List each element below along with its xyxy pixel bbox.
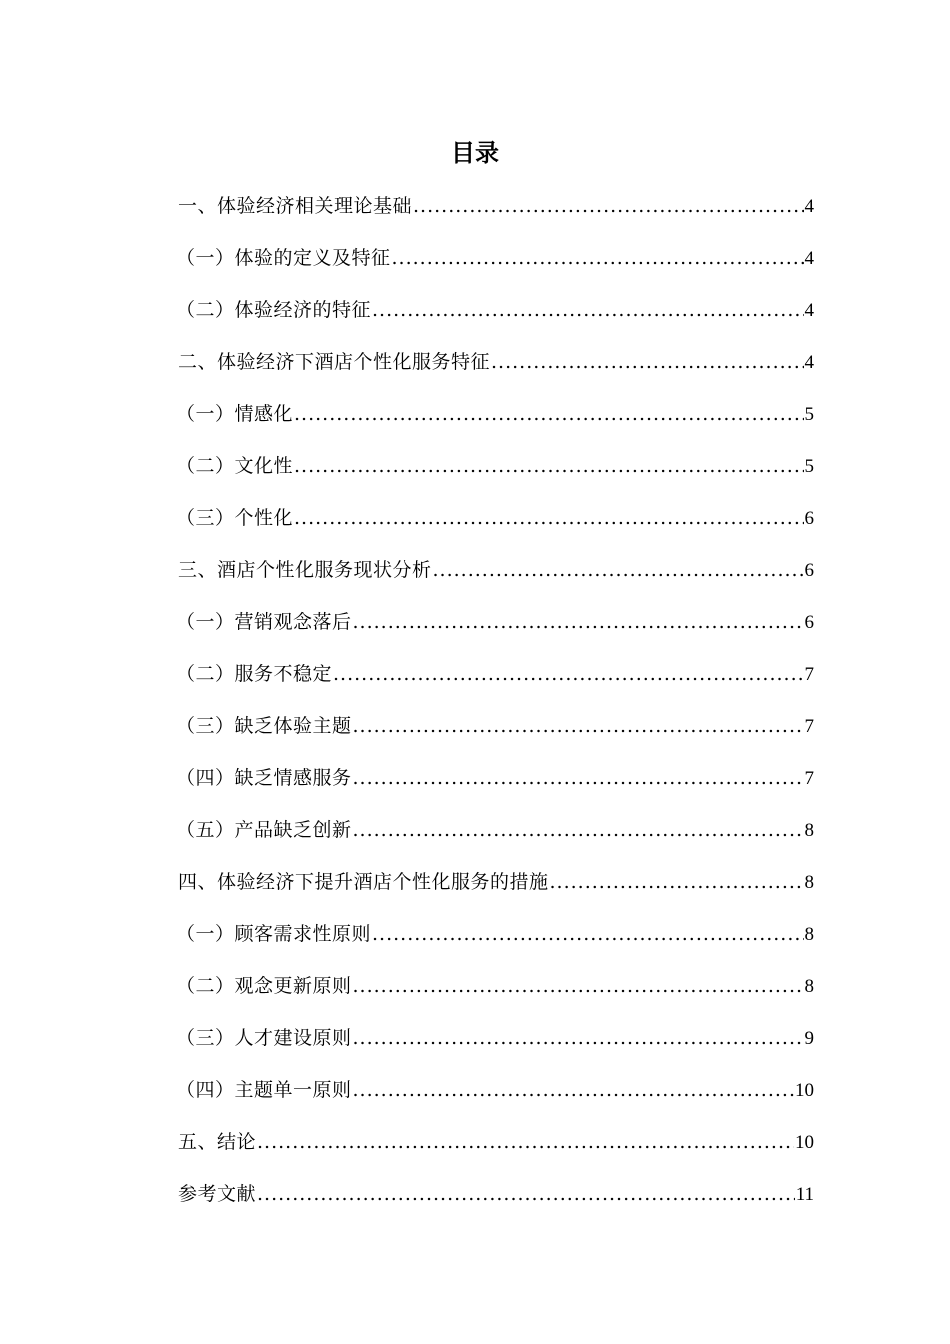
dot-leader xyxy=(257,1176,795,1212)
dot-leader xyxy=(353,604,804,640)
toc-page-number: 7 xyxy=(804,664,814,685)
dot-leader xyxy=(433,552,804,588)
dot-leader xyxy=(353,968,804,1004)
toc-entry[interactable] xyxy=(176,708,814,760)
toc-page-number: 8 xyxy=(804,820,814,841)
toc-page-number: 8 xyxy=(804,872,814,893)
toc-entry[interactable] xyxy=(176,1072,814,1124)
toc-page-number: 9 xyxy=(804,1028,814,1049)
toc-page-number: 7 xyxy=(804,768,814,789)
toc-entry-title: （四）缺乏情感服务 xyxy=(176,767,352,789)
dot-leader xyxy=(372,916,803,952)
toc-page-number: 5 xyxy=(804,456,814,477)
dot-leader xyxy=(353,760,804,796)
dot-leader xyxy=(294,448,803,484)
toc-entry[interactable] xyxy=(176,604,814,656)
dot-leader xyxy=(550,864,804,900)
dot-leader xyxy=(353,1072,794,1108)
toc-entry-title: （四）主题单一原则 xyxy=(176,1079,352,1101)
toc-entry-title: （三）人才建设原则 xyxy=(176,1027,352,1049)
toc-page-number: 10 xyxy=(795,1080,814,1101)
dot-leader xyxy=(392,240,804,276)
toc-entry-title: 五、结论 xyxy=(178,1131,257,1153)
dot-leader xyxy=(294,396,803,432)
toc-page-number: 6 xyxy=(804,560,814,581)
toc-entry[interactable] xyxy=(176,240,814,292)
dot-leader xyxy=(294,500,803,536)
toc-entry[interactable] xyxy=(176,552,814,604)
dot-leader xyxy=(491,344,803,380)
toc-entry[interactable] xyxy=(176,1124,814,1176)
toc-page-number: 10 xyxy=(795,1132,814,1153)
toc-entry[interactable] xyxy=(176,760,814,812)
toc-entry[interactable] xyxy=(176,500,814,552)
toc-entry-title: （一）体验的定义及特征 xyxy=(176,247,391,269)
dot-leader xyxy=(353,812,804,848)
toc-entry[interactable] xyxy=(176,396,814,448)
toc-page-number: 4 xyxy=(804,196,814,217)
toc-page-number: 4 xyxy=(804,300,814,321)
toc-entry-title: 一、体验经济相关理论基础 xyxy=(178,195,413,217)
toc-entry[interactable] xyxy=(176,188,814,240)
toc-entry[interactable] xyxy=(176,812,814,864)
toc-page-number: 11 xyxy=(795,1184,814,1205)
toc-entry-title: （一）情感化 xyxy=(176,403,294,425)
toc-entry-title: （一）营销观念落后 xyxy=(176,611,352,633)
toc-page-number: 6 xyxy=(804,508,814,529)
toc-page-number: 8 xyxy=(804,924,814,945)
toc-entry[interactable] xyxy=(176,656,814,708)
toc-entry-title: 三、酒店个性化服务现状分析 xyxy=(178,559,432,581)
toc-page-number: 8 xyxy=(804,976,814,997)
toc-entry-title: （二）文化性 xyxy=(176,455,294,477)
toc-page-number: 5 xyxy=(804,404,814,425)
toc-entry-title: 四、体验经济下提升酒店个性化服务的措施 xyxy=(178,871,549,893)
dot-leader xyxy=(413,188,803,224)
toc-entry-title: 参考文献 xyxy=(178,1183,257,1205)
toc-entry[interactable] xyxy=(176,1176,814,1228)
toc-entry[interactable] xyxy=(176,292,814,344)
toc-page-number: 4 xyxy=(804,352,814,373)
toc-entry-title: 二、体验经济下酒店个性化服务特征 xyxy=(178,351,491,373)
dot-leader xyxy=(372,292,803,328)
toc-entry-title: （三）个性化 xyxy=(176,507,294,529)
toc-entry-title: （二）服务不稳定 xyxy=(176,663,333,685)
toc-title: 目录 xyxy=(451,139,499,167)
dot-leader xyxy=(333,656,803,692)
table-of-contents xyxy=(176,188,814,1228)
toc-entry[interactable] xyxy=(176,968,814,1020)
toc-page-number: 7 xyxy=(804,716,814,737)
toc-entry[interactable] xyxy=(176,448,814,500)
dot-leader xyxy=(353,708,804,744)
toc-entry[interactable] xyxy=(176,344,814,396)
dot-leader xyxy=(257,1124,794,1160)
toc-page-number: 6 xyxy=(804,612,814,633)
toc-entry[interactable] xyxy=(176,864,814,916)
dot-leader xyxy=(353,1020,804,1056)
toc-entry-title: （二）观念更新原则 xyxy=(176,975,352,997)
toc-entry-title: （五）产品缺乏创新 xyxy=(176,819,352,841)
toc-entry-title: （一）顾客需求性原则 xyxy=(176,923,372,945)
toc-entry[interactable] xyxy=(176,1020,814,1072)
toc-entry[interactable] xyxy=(176,916,814,968)
toc-entry-title: （二）体验经济的特征 xyxy=(176,299,372,321)
toc-page-number: 4 xyxy=(804,248,814,269)
toc-entry-title: （三）缺乏体验主题 xyxy=(176,715,352,737)
